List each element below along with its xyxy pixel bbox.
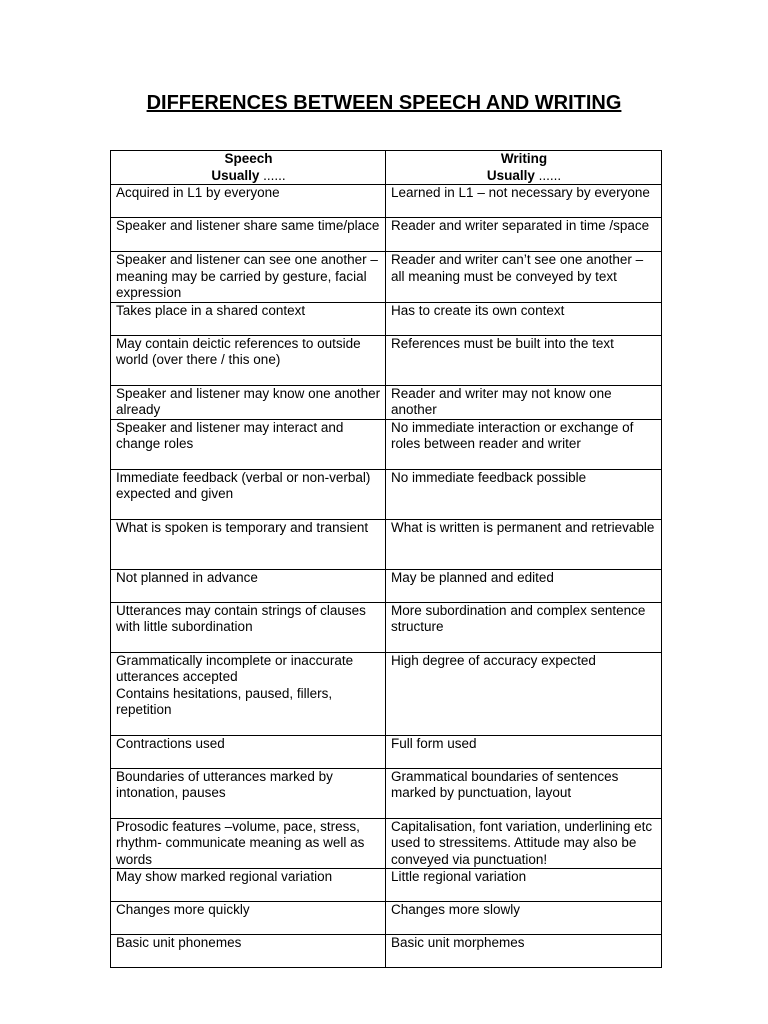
writing-text: Little regional variation <box>391 869 527 884</box>
speech-text: Grammatically incomplete or inaccurate utterances accepted <box>116 652 354 684</box>
speech-text-extra: Contains hesitations, paused, fillers, repetition <box>116 685 333 717</box>
table-row <box>111 252 662 303</box>
comparison-table <box>110 150 662 968</box>
table-row <box>111 768 662 818</box>
table-row <box>111 569 662 602</box>
table-row <box>111 652 662 735</box>
table-row <box>111 602 662 652</box>
speech-cell <box>111 335 386 385</box>
speech-text: Utterances may contain strings of clauses with little subordination <box>116 602 366 634</box>
speech-text: Immediate feedback (verbal or non-verbal) <box>116 469 371 485</box>
speech-usually-label: Usually <box>211 167 260 183</box>
writing-cell <box>386 569 662 602</box>
table-row <box>111 735 662 768</box>
writing-text: No immediate feedback possible <box>391 469 587 485</box>
writing-cell <box>386 768 662 818</box>
writing-text: High degree of accuracy expected <box>391 652 596 668</box>
speech-text: What is spoken is temporary and transient <box>116 519 369 535</box>
speech-text: Boundaries of utterances marked by intonation, pauses <box>116 768 333 800</box>
writing-cell <box>386 735 662 768</box>
speech-cell <box>111 602 386 652</box>
table-row <box>111 869 662 902</box>
speech-cell <box>111 252 386 303</box>
writing-cell <box>386 652 662 735</box>
speech-text: Acquired in L1 by everyone <box>116 185 280 200</box>
writing-text: Reader and writer may not know one another <box>391 385 612 417</box>
writing-cell <box>386 302 662 335</box>
writing-text: Has to create its own context <box>391 302 565 318</box>
speech-cell <box>111 569 386 602</box>
speech-text: May show marked regional variation <box>116 869 333 884</box>
table-row <box>111 302 662 335</box>
writing-cell <box>386 419 662 469</box>
speech-text: May contain deictic references to outside world (over there / this one) <box>116 335 361 367</box>
writing-text: What is written is permanent and retrievable <box>391 519 655 535</box>
writing-text: Basic unit morphemes <box>391 935 525 950</box>
writing-cell <box>386 252 662 303</box>
speech-cell <box>111 302 386 335</box>
writing-cell <box>386 469 662 519</box>
speech-cell <box>111 218 386 252</box>
writing-text: May be planned and edited <box>391 569 554 585</box>
table-row <box>111 902 662 935</box>
writing-cell <box>386 602 662 652</box>
speech-dots: ...... <box>263 167 286 183</box>
speech-text: Speaker and listener may interact and change roles <box>116 419 344 451</box>
writing-cell <box>386 935 662 968</box>
writing-cell <box>386 818 662 869</box>
page-title: DIFFERENCES BETWEEN SPEECH AND WRITING <box>146 92 622 114</box>
speech-text: Basic unit phonemes <box>116 935 242 950</box>
writing-cell <box>386 519 662 569</box>
writing-text: More subordination and complex sentence structure <box>391 602 646 634</box>
writing-text: Reader and writer can’t see one another – all meaning must be conveyed by text <box>391 252 644 284</box>
speech-cell <box>111 768 386 818</box>
speech-text: Speaker and listener can see one another – meaning may be carried by gesture, facial expression <box>116 252 378 300</box>
speech-cell <box>111 419 386 469</box>
speech-text: Not planned in advance <box>116 569 258 585</box>
writing-text: Reader and writer separated in time /space <box>391 218 650 233</box>
speech-text: Changes more quickly <box>116 902 250 917</box>
speech-cell <box>111 818 386 869</box>
writing-cell <box>386 869 662 902</box>
writing-cell <box>386 902 662 935</box>
table-row <box>111 185 662 218</box>
writing-text: No immediate interaction or exchange of roles between reader and writer <box>391 419 634 451</box>
speech-column-header <box>111 151 386 185</box>
speech-header-label: Speech <box>224 151 273 166</box>
table-row <box>111 818 662 869</box>
table-header-row <box>111 151 662 185</box>
writing-cell <box>386 218 662 252</box>
table-row <box>111 935 662 968</box>
speech-cell <box>111 385 386 419</box>
table-row <box>111 335 662 385</box>
table-row <box>111 469 662 519</box>
writing-dots: ...... <box>538 167 562 183</box>
writing-usually-label: Usually <box>486 167 535 183</box>
speech-cell <box>111 869 386 902</box>
writing-text: Capitalisation, font variation, underlining etc used to stressitems. Attitude may also be conveyed via punctuation! <box>391 818 653 867</box>
writing-column-header <box>386 151 662 185</box>
speech-cell <box>111 652 386 735</box>
writing-header-label: Writing <box>500 151 548 166</box>
writing-cell <box>386 385 662 419</box>
speech-text-extra: expected and given <box>116 486 234 501</box>
table-row <box>111 385 662 419</box>
speech-cell <box>111 469 386 519</box>
speech-text: Takes place in a shared context <box>116 302 306 318</box>
speech-text: Prosodic features –volume, pace, stress, rhythm- communicate meaning as well as words <box>116 818 365 867</box>
table-row <box>111 419 662 469</box>
writing-text: Grammatical boundaries of sentences marked by punctuation, layout <box>391 768 619 800</box>
speech-cell <box>111 902 386 935</box>
speech-text: Contractions used <box>116 735 225 751</box>
speech-text: Speaker and listener may know one another already <box>116 385 381 417</box>
table-row <box>111 218 662 252</box>
writing-cell <box>386 185 662 218</box>
writing-text: References must be built into the text <box>391 335 614 351</box>
speech-cell <box>111 185 386 218</box>
speech-text: Speaker and listener share same time/place <box>116 218 380 233</box>
writing-text: Learned in L1 – not necessary by everyone <box>391 185 650 200</box>
speech-cell <box>111 519 386 569</box>
speech-cell <box>111 935 386 968</box>
table-row <box>111 519 662 569</box>
writing-text: Full form used <box>391 735 477 751</box>
writing-text: Changes more slowly <box>391 902 521 917</box>
speech-cell <box>111 735 386 768</box>
writing-cell <box>386 335 662 385</box>
